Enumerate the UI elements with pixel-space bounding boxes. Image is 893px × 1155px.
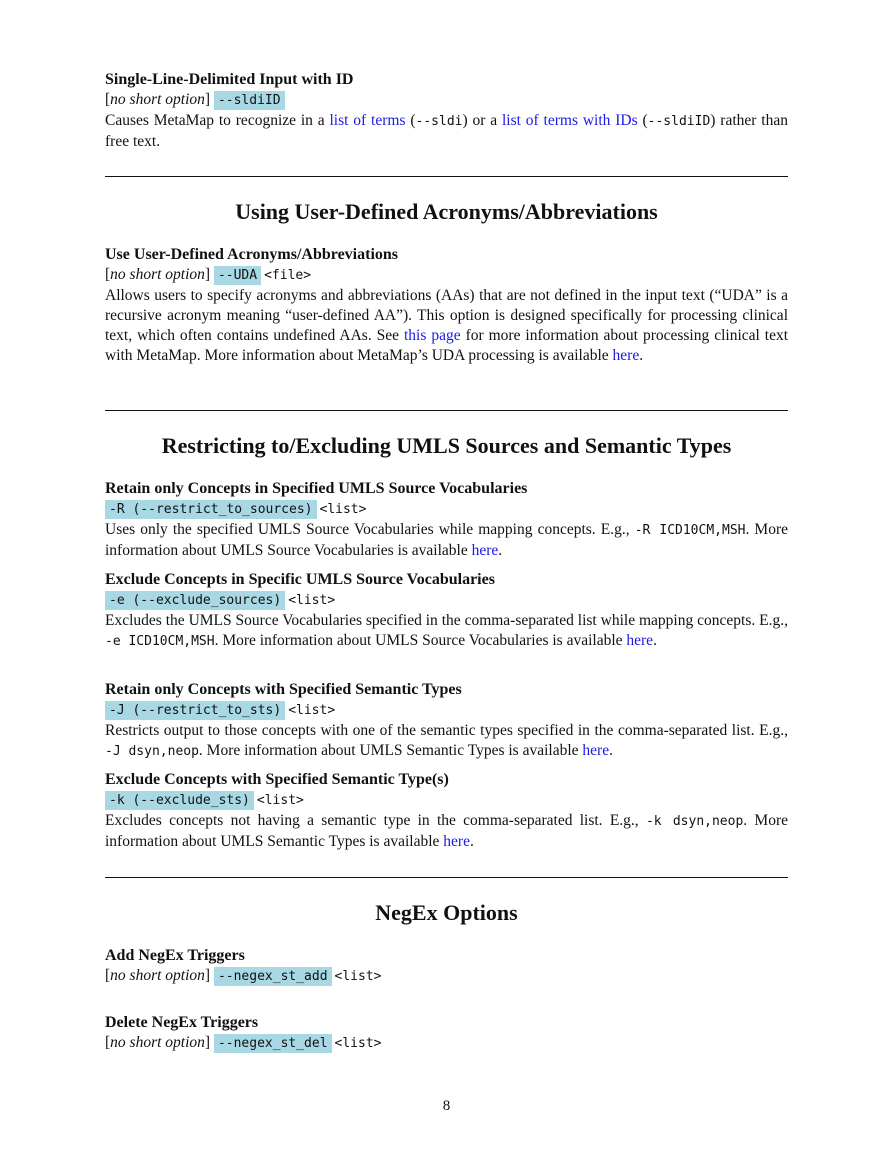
desc-text: (: [405, 112, 416, 129]
option-description: [105, 520, 788, 561]
option-exclude-sts: [105, 770, 788, 852]
option-description: [105, 286, 788, 366]
section-heading-negex: NegEx Options: [375, 900, 518, 925]
option-flags: [105, 700, 788, 721]
desc-text: Excludes the UMLS Source Vocabularies specified in the comma-separated list while mapping concepts. E.g.,: [105, 612, 788, 629]
desc-text: .: [639, 347, 644, 364]
option-title: Add NegEx Triggers: [105, 947, 245, 964]
option-description: [105, 111, 788, 152]
desc-text: . More information about UMLS Source Vocabularies is available: [105, 521, 788, 559]
option-argument: <list>: [288, 703, 336, 718]
link-here[interactable]: here: [471, 542, 499, 559]
option-negex-del: [105, 1013, 788, 1054]
option-argument: <list>: [288, 593, 336, 608]
flag-sldiid: --sldiID: [214, 91, 285, 110]
link-here[interactable]: here: [582, 742, 610, 759]
link-here[interactable]: here: [443, 833, 470, 850]
desc-text: Causes MetaMap to recognize in a: [105, 112, 330, 129]
option-argument: <file>: [264, 268, 312, 283]
desc-text: .: [653, 632, 657, 649]
code-example: -J dsyn,neop: [105, 744, 199, 759]
desc-text: (: [637, 112, 648, 129]
code-example: -R ICD10CM,MSH: [634, 523, 746, 538]
flag-restrict-to-sts: -J (--restrict_to_sts): [105, 701, 285, 720]
no-short-option: no short option: [110, 91, 205, 108]
option-sldiid: [105, 70, 788, 152]
option-argument: <list>: [334, 969, 382, 984]
flag-negex-st-add: --negex_st_add: [214, 967, 332, 986]
option-title: Exclude Concepts with Specified Semantic Type(s): [105, 771, 449, 788]
desc-text: . More information about UMLS Source Vocabularies is available: [214, 632, 627, 649]
section-divider: [105, 176, 788, 177]
link-list-of-terms[interactable]: list of terms: [329, 112, 406, 129]
link-this-page[interactable]: this page: [404, 327, 461, 344]
desc-text: .: [609, 742, 613, 759]
link-list-of-terms-with-ids[interactable]: list of terms with IDs: [502, 112, 638, 129]
link-here[interactable]: here: [626, 632, 654, 649]
option-description: [105, 611, 788, 652]
option-title: Retain only Concepts with Specified Semantic Types: [105, 681, 462, 698]
option-description: [105, 811, 788, 852]
option-restrict-sources: [105, 479, 788, 561]
desc-text: ) or a: [462, 112, 502, 129]
code-example: -e ICD10CM,MSH: [105, 634, 215, 649]
flag-uda: --UDA: [214, 266, 261, 285]
option-flags: [105, 790, 788, 811]
flag-exclude-sources: -e (--exclude_sources): [105, 591, 285, 610]
option-title: Exclude Concepts in Specific UMLS Source Vocabularies: [105, 571, 495, 588]
option-argument: <list>: [334, 1036, 382, 1051]
option-flags: [no short option] --negex_st_del <list>: [105, 1034, 382, 1051]
option-flags: [105, 590, 788, 611]
option-uda: [105, 245, 788, 366]
option-description: [105, 721, 788, 762]
no-short-option: no short option: [110, 266, 205, 283]
desc-text: ) rather than free text.: [105, 112, 788, 150]
section-heading-restrict: Restricting to/Excluding UMLS Sources and Semantic Types: [161, 433, 732, 458]
option-argument: <list>: [319, 502, 367, 517]
desc-text: for more information about processing clinical text with MetaMap. More information about MetaMap’s UDA processing is available: [105, 327, 789, 364]
section-divider: [105, 410, 788, 411]
flag-negex-st-del: --negex_st_del: [214, 1034, 332, 1053]
option-negex-add: [105, 946, 788, 987]
option-flags: [no short option] --negex_st_add <list>: [105, 967, 382, 984]
desc-text: . More information about UMLS Semantic Types is available: [105, 812, 789, 850]
option-flags: [105, 499, 788, 520]
option-exclude-sources: [105, 570, 788, 652]
flag-exclude-sts: -k (--exclude_sts): [105, 791, 254, 810]
option-title: Single-Line-Delimited Input with ID: [105, 71, 354, 88]
desc-text: Uses only the specified UMLS Source Vocabularies while mapping concepts. E.g.,: [105, 521, 635, 538]
flag-restrict-to-sources: -R (--restrict_to_sources): [105, 500, 317, 519]
page-number: 8: [442, 1098, 451, 1114]
desc-text: Allows users to specify acronyms and abbreviations (AAs) that are not defined in the input text (“UDA” is a recursive acronym meaning “user-defined AA”). This option is designed specifically for processing clinical text, which often contains undefined AAs. See: [105, 287, 788, 344]
code-example: -k dsyn,neop: [645, 814, 744, 829]
link-here[interactable]: here: [612, 347, 640, 364]
code-sldi: --sldi: [415, 114, 463, 129]
option-title: Retain only Concepts in Specified UMLS Source Vocabularies: [105, 480, 528, 497]
no-short-option: no short option: [110, 967, 205, 984]
section-divider: [105, 877, 788, 878]
section-heading-uda: Using User-Defined Acronyms/Abbreviations: [235, 199, 658, 224]
option-argument: <list>: [256, 793, 304, 808]
code-sldiid: --sldiID: [647, 114, 711, 129]
option-title: Delete NegEx Triggers: [105, 1014, 259, 1031]
desc-text: . More information about UMLS Semantic Types is available: [198, 742, 583, 759]
option-restrict-sts: [105, 680, 788, 762]
no-short-option: no short option: [110, 1034, 205, 1051]
option-flags: [no short option] --sldiID: [105, 90, 788, 111]
desc-text: Restricts output to those concepts with one of the semantic types specified in the comma-separated list. E.g.,: [105, 722, 788, 739]
option-flags: [no short option] --UDA <file>: [105, 266, 312, 283]
desc-text: .: [498, 542, 503, 559]
desc-text: .: [469, 833, 474, 850]
desc-text: Excludes concepts not having a semantic type in the comma-separated list. E.g.,: [105, 812, 646, 829]
option-title: Use User-Defined Acronyms/Abbreviations: [105, 246, 399, 263]
